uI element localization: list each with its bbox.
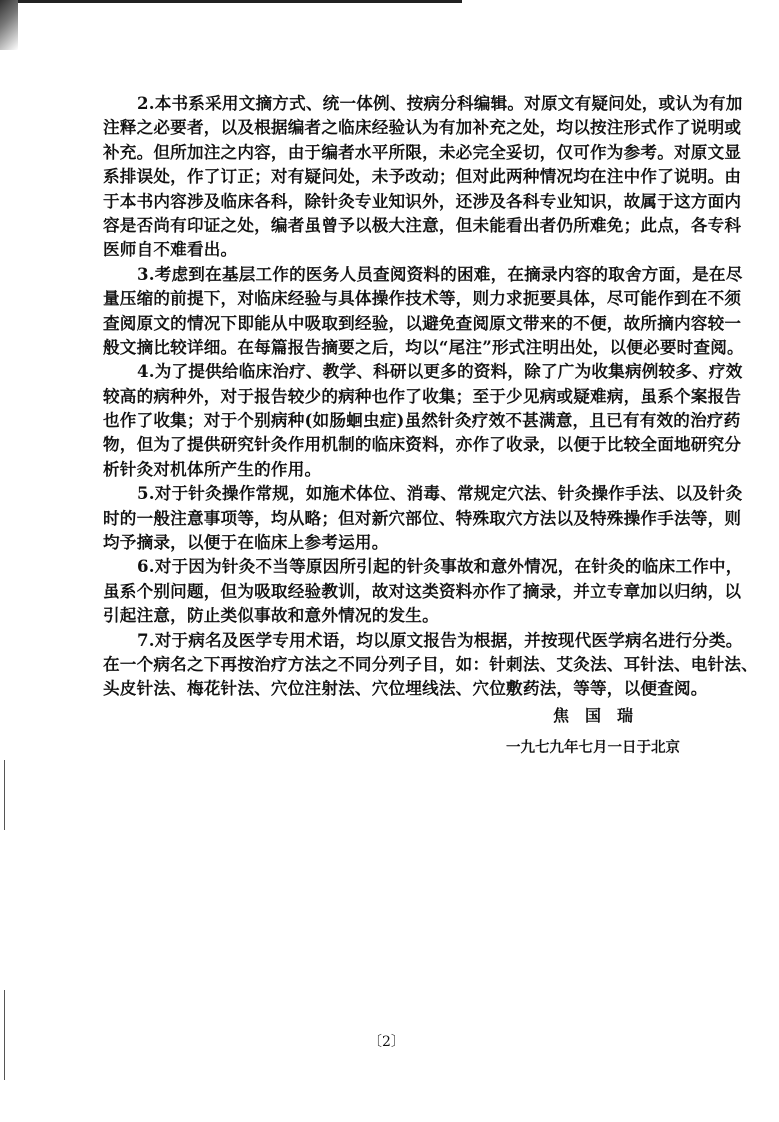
author-signature: 焦国瑞	[553, 706, 650, 725]
text-line: 时的一般注意事项等，均从略；但对新穴部位、特殊取穴方法以及特殊操作手法等，则	[103, 507, 742, 528]
text-line: 6.对于因为针灸不当等原因所引起的针灸事故和意外情况，在针灸的临床工作中，	[137, 556, 743, 577]
paragraph-6	[103, 554, 743, 627]
text-line: 引起注意，防止类似事故和意外情况的发生。	[103, 605, 439, 626]
paragraph-5	[103, 481, 743, 554]
text-line: 均予摘录，以便于在临床上参考运用。	[103, 532, 389, 553]
text-line: 量压缩的前提下，对临床经验与具体操作技术等，则力求扼要具体，尽可能作到在不须	[103, 288, 742, 309]
text-line: 物，但为了提供研究针灸作用机制的临床资料，亦作了收录，以便于比较全面地研究分	[103, 434, 742, 455]
paragraph-7	[103, 628, 758, 701]
paragraph-3	[103, 262, 744, 360]
text-line: 补充。但所加注之内容，由于编者水平所限，未必完全妥切，仅可作为参考。对原文显	[103, 141, 742, 162]
text-line: 般文摘比较详细。在每篇报告摘要之后，均以“尾注”形式注明出处，以便必要时查阅。	[103, 336, 744, 357]
paragraph-2	[103, 91, 743, 262]
scan-edge-artifact	[0, 0, 462, 3]
text-line: 4.为了提供给临床治疗、教学、科研以更多的资料，除了广为收集病例较多、疗效	[137, 361, 743, 382]
text-line: 医师自不难看出。	[103, 239, 238, 260]
text-line: 容是否尚有印证之处，编者虽曾予以极大注意，但未能看出者仍所难免；此点，各专科	[103, 214, 742, 235]
text-line: 注释之必要者，以及根据编者之临床经验认为有加补充之处，均以按注形式作了说明或	[103, 117, 742, 138]
text-line: 系排误处，作了订正；对有疑问处，未予改动；但对此两种情况均在注中作了说明。由	[103, 166, 742, 187]
text-line: 于本书内容涉及临床各科，除针灸专业知识外，还涉及各科专业知识，故属于这方面内	[103, 190, 742, 211]
text-line: 头皮针法、梅花针法、穴位注射法、穴位埋线法、穴位敷药法，等等，以便查阅。	[103, 678, 708, 699]
text-line: 7.对于病名及医学专用术语，均以原文报告为根据，并按现代医学病名进行分类。	[137, 629, 743, 650]
text-line: 3.考虑到在基层工作的医务人员查阅资料的困难，在摘录内容的取舍方面，是在尽	[137, 263, 743, 284]
text-line: 查阅原文的情况下即能从中吸取到经验，以避免查阅原文带来的不便，故所摘内容较一	[103, 312, 742, 333]
scan-edge-mark	[4, 990, 5, 1080]
date-place: 一九七九年七月一日于北京	[506, 739, 680, 756]
text-line: 在一个病名之下再按治疗方法之不同分列子目，如：针刺法、艾灸法、耳针法、电针法、	[103, 653, 758, 674]
text-line: 较高的病种外，对于报告较少的病种也作了收集；至于少见病或疑难病，虽系个案报告	[103, 385, 742, 406]
text-line: 析针灸对机体所产生的作用。	[103, 458, 322, 479]
text-line: 虽系个别问题，但为吸取经验教训，故对这类资料亦作了摘录，并立专章加以归纳，以	[103, 580, 742, 601]
page-number: 〔2〕	[368, 1034, 405, 1050]
text-line: 5.对于针灸操作常规，如施术体位、消毒、常规定穴法、针灸操作手法、以及针灸	[137, 483, 743, 504]
text-line: 2.本书系采用文摘方式、统一体例、按病分科编辑。对原文有疑问处，或认为有加	[137, 93, 743, 113]
scan-edge-mark	[4, 760, 5, 830]
paragraph-4	[103, 359, 743, 481]
text-line: 也作了收集；对于个别病种(如肠蛔虫症)虽然针灸疗效不甚满意，且已有有效的治疗药	[103, 410, 741, 431]
scan-corner-artifact	[0, 0, 18, 50]
document-body	[103, 91, 758, 701]
